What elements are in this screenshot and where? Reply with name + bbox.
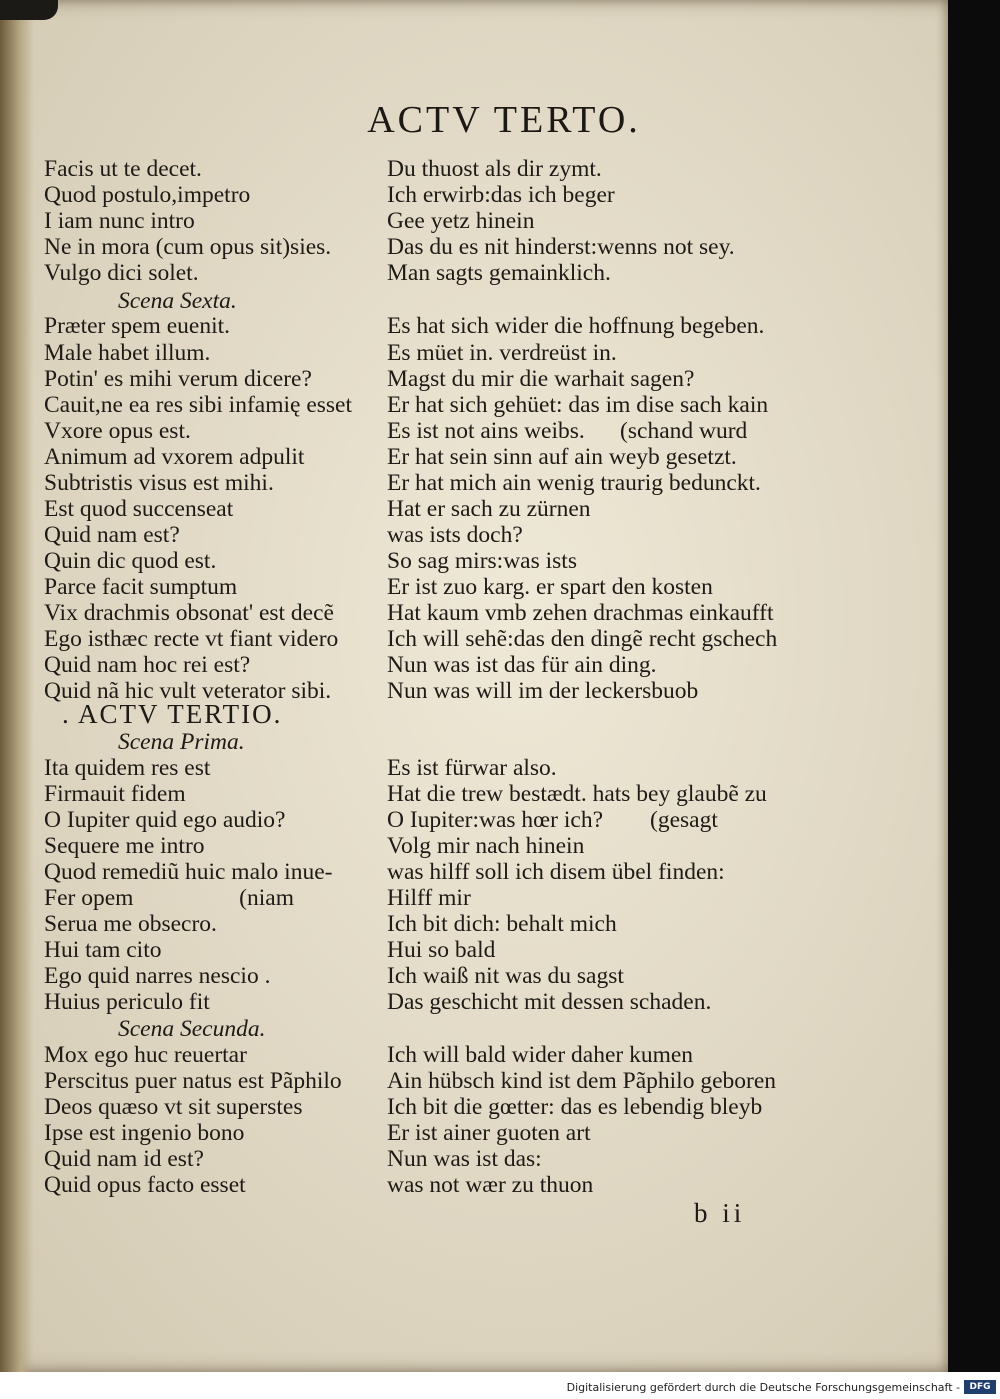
latin-line: Mox ego huc reuertar xyxy=(44,1042,247,1068)
german-line: Nun was ist das für ain ding. xyxy=(387,652,657,678)
latin-line: Subtristis visus est mihi. xyxy=(44,470,274,496)
german-line: Hat die trew bestædt. hats bey glaubẽ zu xyxy=(387,781,767,807)
dfg-logo: DFG xyxy=(964,1380,996,1394)
german-line: Nun was will im der leckersbuob xyxy=(387,678,699,704)
german-line: Du thuost als dir zymt. xyxy=(387,156,602,182)
german-line: Er hat mich ain wenig traurig bedunckt. xyxy=(387,470,761,496)
german-line: Ain hübsch kind ist dem Pãphilo geboren xyxy=(387,1068,777,1094)
latin-line: Ne in mora (cum opus sit)sies. xyxy=(44,234,332,260)
footer-credit: Digitalisierung gefördert durch die Deutsche Forschungsgemeinschaft - xyxy=(566,1381,960,1394)
german-line: was hilff soll ich disem übel finden: xyxy=(387,859,725,885)
latin-line: Quod remediũ huic malo inue- xyxy=(44,859,333,885)
latin-line: Ipse est ingenio bono xyxy=(44,1120,245,1146)
german-line: Es müet in. verdreüst in. xyxy=(387,340,617,366)
german-line: Er hat sein sinn auf ain weyb gesetzt. xyxy=(387,444,737,470)
german-line: Das geschicht mit dessen schaden. xyxy=(387,989,712,1015)
german-line: Hat kaum vmb zehen drachmas einkaufft xyxy=(387,600,774,626)
latin-line: Vix drachmis obsonat' est decẽ xyxy=(44,600,334,626)
german-line: So sag mirs:was ists xyxy=(387,548,577,574)
latin-line: Potin' es mihi verum dicere? xyxy=(44,366,312,392)
german-line: Er hat sich gehüet: das im dise sach kain xyxy=(387,392,769,418)
german-line: Das du es nit hinderst:wenns not sey. xyxy=(387,234,735,260)
german-line: O Iupiter:was hœr ich? (gesagt xyxy=(387,807,718,833)
scene-heading: Scena Secunda. xyxy=(118,1016,266,1042)
latin-line: Præter spem euenit. xyxy=(44,313,231,339)
latin-line: Quod postulo,impetro xyxy=(44,182,251,208)
german-line: Es hat sich wider die hoffnung begeben. xyxy=(387,313,765,339)
german-line: was not wær zu thuon xyxy=(387,1172,594,1198)
latin-line: Quin dic quod est. xyxy=(44,548,217,574)
latin-line: Hui tam cito xyxy=(44,937,162,963)
german-line: Magst du mir die warhait sagen? xyxy=(387,366,695,392)
running-head: ACTV TERTO. xyxy=(367,99,641,141)
scene-heading: Scena Sexta. xyxy=(118,288,237,314)
latin-line: Facis ut te decet. xyxy=(44,156,202,182)
german-line: Hat er sach zu zürnen xyxy=(387,496,591,522)
latin-line: Quid nam hoc rei est? xyxy=(44,652,251,678)
german-line: Hui so bald xyxy=(387,937,496,963)
latin-line: Quid nam id est? xyxy=(44,1146,204,1172)
german-line: Er ist ainer guoten art xyxy=(387,1120,591,1146)
scene-heading: Scena Prima. xyxy=(118,729,245,755)
latin-line: Deos quæso vt sit superstes xyxy=(44,1094,303,1120)
latin-line: Sequere me intro xyxy=(44,833,205,859)
german-line: Ich will bald wider daher kumen xyxy=(387,1042,694,1068)
latin-line: Quid nã hic vult veterator sibi. xyxy=(44,678,332,704)
latin-line: Ita quidem res est xyxy=(44,755,211,781)
latin-line: Parce facit sumptum xyxy=(44,574,238,600)
latin-line: Ego quid narres nescio . xyxy=(44,963,271,989)
signature-mark: b ii xyxy=(694,1198,746,1228)
german-line: Man sagts gemainklich. xyxy=(387,260,611,286)
german-line: Ich waiß nit was du sagst xyxy=(387,963,624,989)
german-line: Es ist not ains weibs. (schand wurd xyxy=(387,418,748,444)
latin-line: Quid nam est? xyxy=(44,522,180,548)
latin-line: Firmauit fidem xyxy=(44,781,186,807)
latin-line: Serua me obsecro. xyxy=(44,911,217,937)
latin-line: Vulgo dici solet. xyxy=(44,260,199,286)
german-line: Ich bit dich: behalt mich xyxy=(387,911,617,937)
german-line: Ich erwirb:das ich beger xyxy=(387,182,615,208)
german-line: Es ist fürwar also. xyxy=(387,755,557,781)
latin-line: Fer opem (niam xyxy=(44,885,294,911)
latin-line: Animum ad vxorem adpulit xyxy=(44,444,305,470)
latin-line: Est quod succenseat xyxy=(44,496,234,522)
latin-line: O Iupiter quid ego audio? xyxy=(44,807,286,833)
german-line: was ists doch? xyxy=(387,522,523,548)
german-line: Ich bit die gœtter: das es lebendig bleyb xyxy=(387,1094,763,1120)
latin-line: Quid opus facto esset xyxy=(44,1172,246,1198)
latin-line: I iam nunc intro xyxy=(44,208,195,234)
german-line: Hilff mir xyxy=(387,885,471,911)
latin-line: Huius periculo fit xyxy=(44,989,210,1015)
latin-line: Vxore opus est. xyxy=(44,418,191,444)
german-line: Ich will sehẽ:das den dingẽ recht gschech xyxy=(387,626,778,652)
german-line: Volg mir nach hinein xyxy=(387,833,585,859)
latin-line: Male habet illum. xyxy=(44,340,211,366)
german-line: Gee yetz hinein xyxy=(387,208,535,234)
german-line: Nun was ist das: xyxy=(387,1146,542,1172)
act-heading: . ACTV TERTIO. xyxy=(62,699,283,729)
latin-line: Ego isthæc recte vt fiant videro xyxy=(44,626,339,652)
latin-line: Cauit,ne ea res sibi infamię esset xyxy=(44,392,353,418)
german-line: Er ist zuo karg. er spart den kosten xyxy=(387,574,713,600)
latin-line: Perscitus puer natus est Pãphilo xyxy=(44,1068,342,1094)
